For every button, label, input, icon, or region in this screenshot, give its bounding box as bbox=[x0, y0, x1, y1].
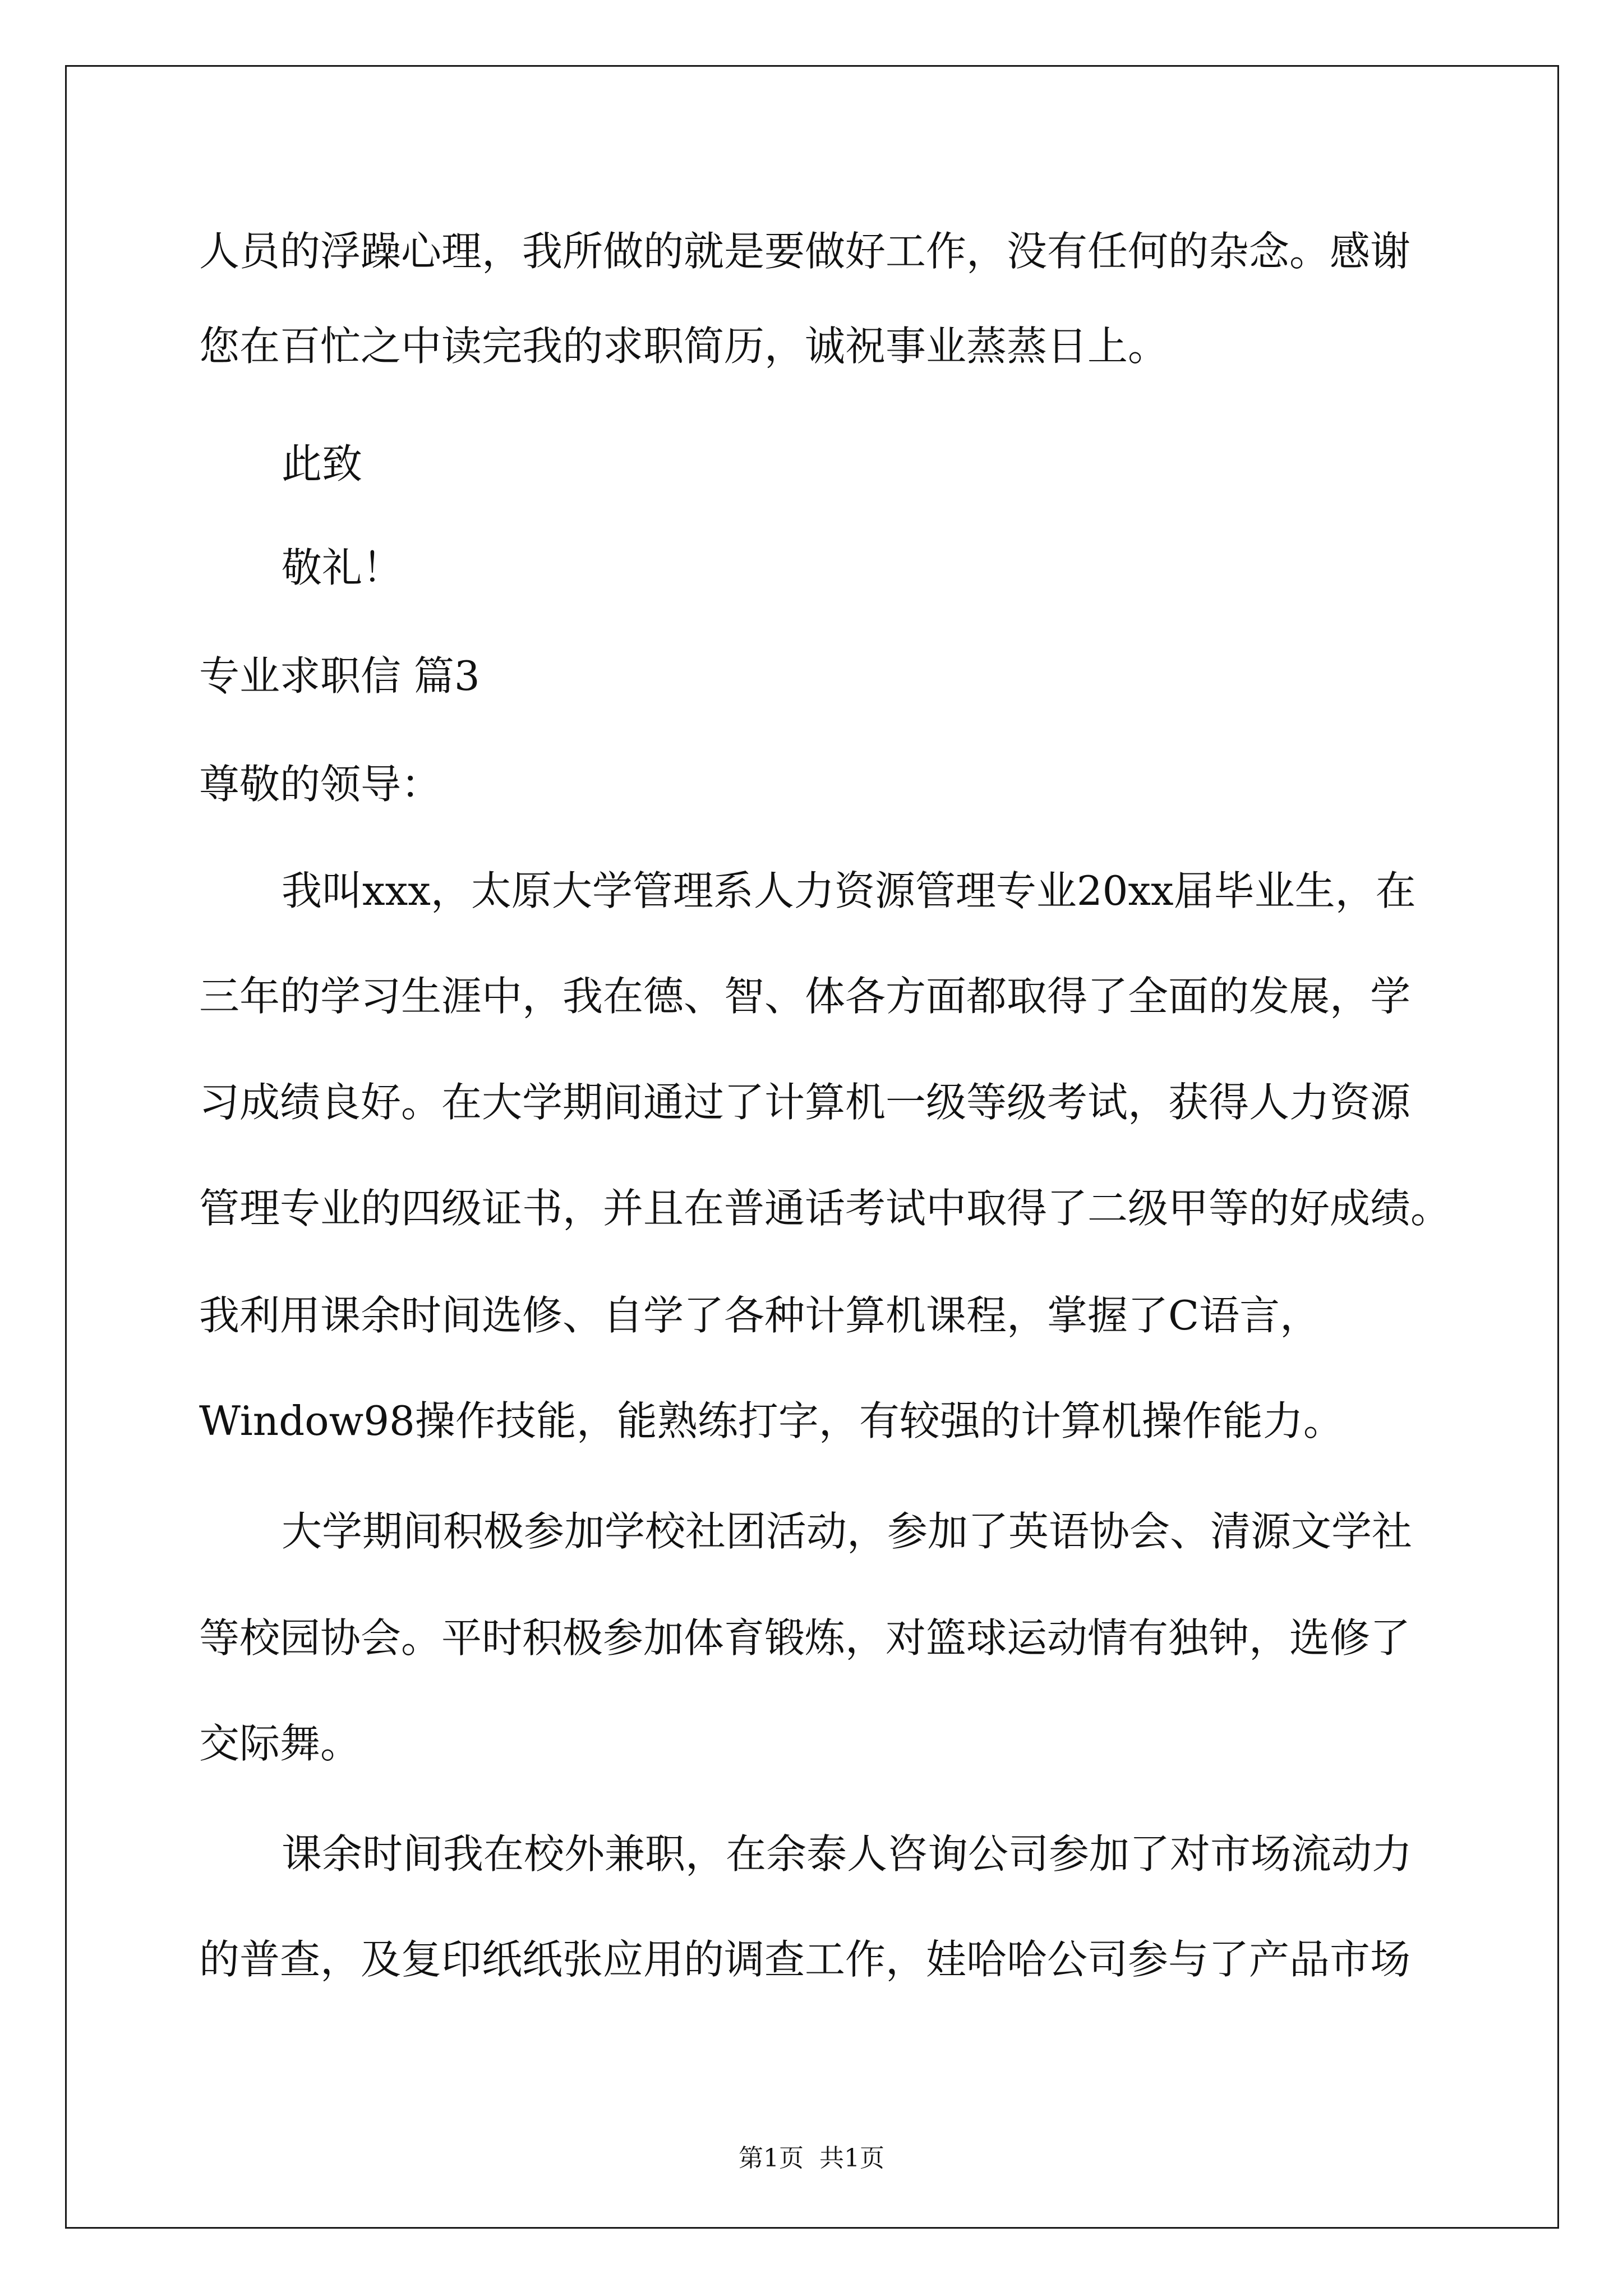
letter-greeting: 尊敬的领导： bbox=[199, 761, 442, 808]
text-line: 交际舞。 bbox=[199, 1720, 361, 1767]
text-line: 管理专业的四级证书，并且在普通话考试中取得了二级甲等的好成绩。 bbox=[199, 1185, 1451, 1232]
closing-regards: 敬礼！ bbox=[282, 544, 403, 591]
section-heading: 专业求职信 篇3 bbox=[199, 652, 480, 700]
text-line: 等校园协会。平时积极参加体育锻炼，对篮球运动情有独钟，选修了 bbox=[199, 1614, 1411, 1662]
text-line: 人员的浮躁心理，我所做的就是要做好工作，没有任何的杂念。感谢 bbox=[199, 228, 1411, 275]
closing-salutation: 此致 bbox=[282, 440, 363, 487]
text-line: 三年的学习生涯中，我在德、智、体各方面都取得了全面的发展，学 bbox=[199, 973, 1411, 1020]
text-line: 我利用课余时间选修、自学了各种计算机课程，掌握了C语言， bbox=[199, 1292, 1321, 1339]
page-border bbox=[65, 65, 1559, 2229]
text-line: 我叫xxx，太原大学管理系人力资源管理专业20xx届毕业生，在 bbox=[282, 867, 1416, 914]
text-line: Window98操作技能，能熟练打字，有较强的计算机操作能力。 bbox=[199, 1397, 1344, 1444]
text-line: 的普查，及复印纸纸张应用的调查工作，娃哈哈公司参与了产品市场 bbox=[199, 1936, 1411, 1983]
text-line: 习成绩良好。在大学期间通过了计算机一级等级考试，获得人力资源 bbox=[199, 1079, 1411, 1126]
text-line: 大学期间积极参加学校社团活动，参加了英语协会、清源文学社 bbox=[282, 1508, 1413, 1555]
text-line: 课余时间我在校外兼职，在余泰人咨询公司参加了对市场流动力 bbox=[282, 1830, 1413, 1878]
page-number-footer: 第1页 共1页 bbox=[739, 2144, 884, 2173]
text-line: 您在百忙之中读完我的求职简历，诚祝事业蒸蒸日上。 bbox=[199, 323, 1169, 370]
